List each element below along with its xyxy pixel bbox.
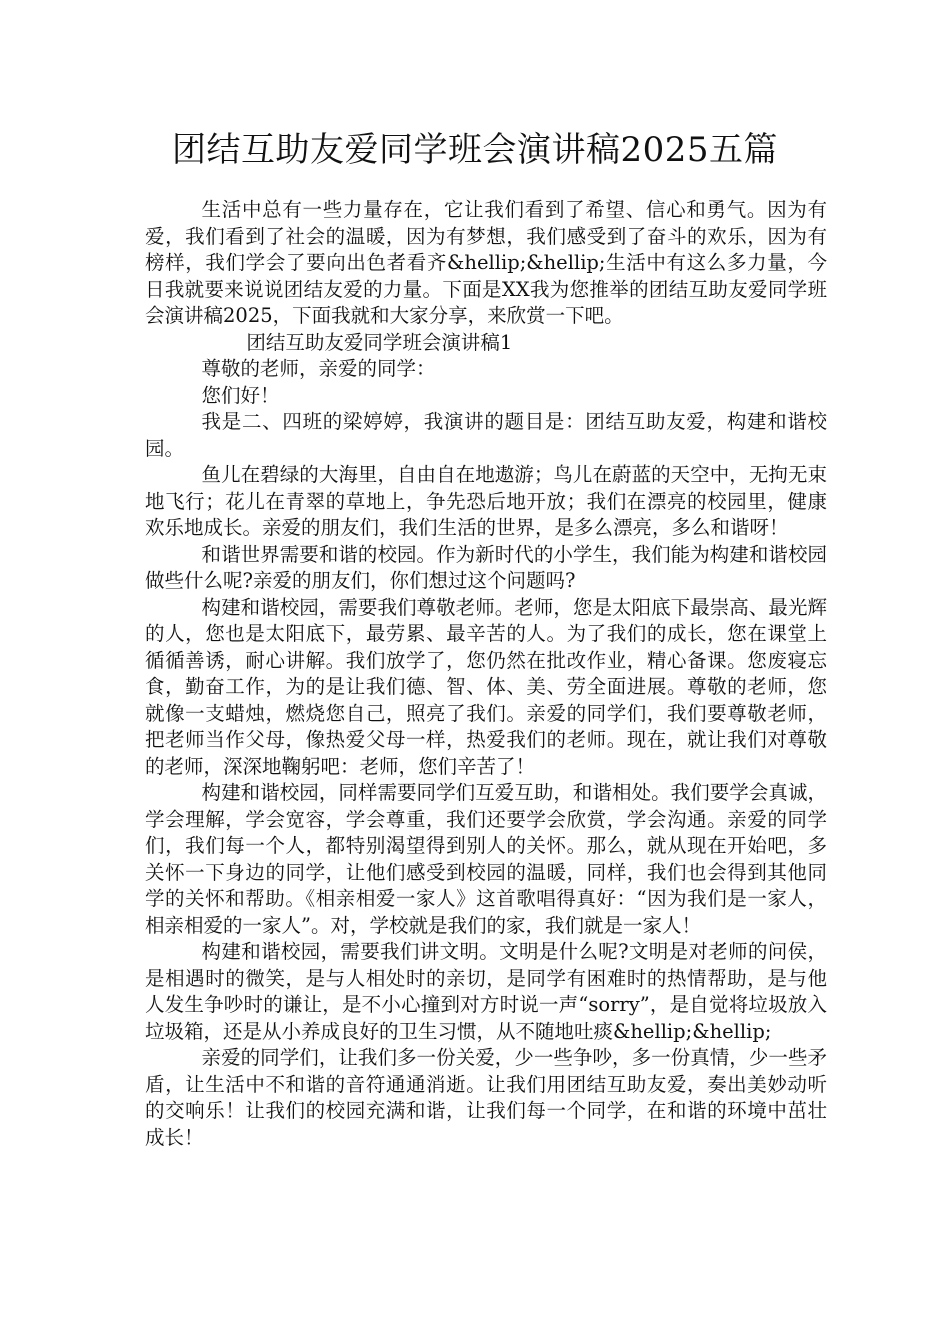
document-body <box>145 197 827 1151</box>
section-heading: 团结互助友爱同学班会演讲稿1 <box>246 330 513 354</box>
speech-paragraph: 鱼儿在碧绿的大海里，自由自在地遨游；鸟儿在蔚蓝的天空中，无拘无束地飞行；花儿在青翠的草地上，争先恐后地开放；我们在漂亮的校园里，健康欢乐地成长。亲爱的朋友们，我们生活的世界，是多么漂亮，多么和谐呀！ <box>145 463 827 539</box>
document-title: 团结互助友爱同学班会演讲稿2025五篇 <box>171 130 779 170</box>
speech-paragraph: 亲爱的同学们，让我们多一份关爱，少一些争吵，多一份真情，少一些矛盾，让生活中不和谐的音符通通消逝。让我们用团结互助友爱，奏出美妙动听的交响乐！让我们的校园充满和谐，让我们每一个同学，在和谐的环境中茁壮成长！ <box>145 1046 827 1149</box>
speech-paragraph: 构建和谐校园，需要我们尊敬老师。老师，您是太阳底下最崇高、最光辉的人，您也是太阳底下，最劳累、最辛苦的人。为了我们的成长，您在课堂上循循善诱，耐心讲解。我们放学了，您仍然在批改作业，精心备课。您废寝忘食，勤奋工作，为的是让我们德、智、体、美、劳全面进展。尊敬的老师，您就像一支蜡烛，燃烧您自己，照亮了我们。亲爱的同学们，我们要尊敬老师，把老师当作父母，像热爱父母一样，热爱我们的老师。现在，就让我们对尊敬的老师，深深地鞠躬吧：老师，您们辛苦了！ <box>145 595 827 778</box>
speech-paragraph: 我是二、四班的梁婷婷，我演讲的题目是：团结互助友爱，构建和谐校园。 <box>145 410 827 460</box>
speech-paragraph: 和谐世界需要和谐的校园。作为新时代的小学生，我们能为构建和谐校园做些什么呢?亲爱的朋友们，你们想过这个问题吗? <box>145 542 827 592</box>
greeting: 您们好！ <box>201 383 280 407</box>
speech-paragraph: 构建和谐校园，需要我们讲文明。文明是什么呢?文明是对老师的问侯，是相遇时的微笑，是与人相处时的亲切，是同学有困难时的热情帮助，是与他人发生争吵时的谦让，是不小心撞到对方时说一声“sorry”，是自觉将垃圾放入垃圾箱，还是从小养成良好的卫生习惯，从不随地吐痰&hellip;&hellip; <box>145 940 827 1043</box>
salutation: 尊敬的老师，亲爱的同学： <box>201 357 436 380</box>
speech-paragraph: 构建和谐校园，同样需要同学们互爱互助，和谐相处。我们要学会真诚，学会理解，学会宽容，学会尊重，我们还要学会欣赏，学会沟通。亲爱的同学们，我们每一个人，都特别渴望得到别人的关怀。那么，就从现在开始吧，多关怀一下身边的同学，让他们感受到校园的温暖，同样，我们也会得到其他同学的关怀和帮助。《相亲相爱一家人》这首歌唱得真好：“因为我们是一家人，相亲相爱的一家人”。对，学校就是我们的家，我们就是一家人！ <box>145 781 827 937</box>
intro-paragraph: 生活中总有一些力量存在，它让我们看到了希望、信心和勇气。因为有爱，我们看到了社会的温暖，因为有梦想，我们感受到了奋斗的欢乐，因为有榜样，我们学会了要向出色者看齐&hellip;&hellip;生活中有这么多力量，今日我就要来说说团结友爱的力量。下面是XX我为您推举的团结互助友爱同学班会演讲稿2025，下面我就和大家分享，来欣赏一下吧。 <box>145 198 827 327</box>
